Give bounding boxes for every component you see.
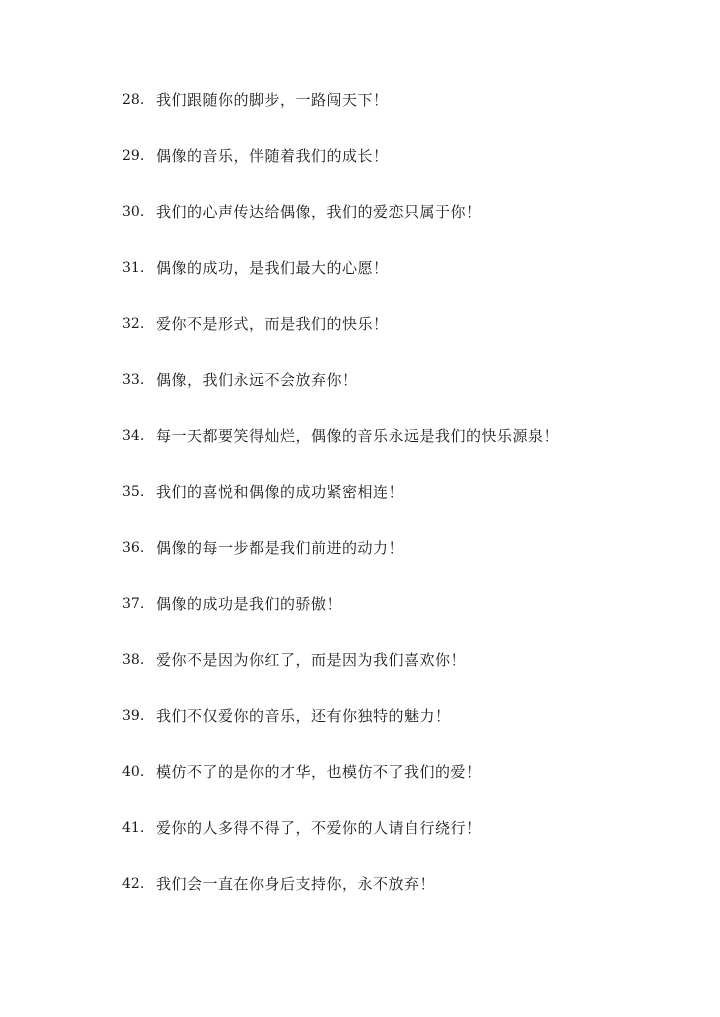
item-text: 偶像的成功是我们的骄傲！ (156, 595, 343, 613)
item-number: 30. (122, 204, 145, 220)
list-item (122, 534, 682, 590)
list-item (122, 814, 682, 870)
item-text: 偶像的每一步都是我们前进的动力！ (156, 539, 405, 557)
list-item (122, 478, 682, 534)
item-text: 模仿不了的是你的才华，也模仿不了我们的爱！ (156, 763, 482, 781)
list-item (122, 422, 682, 478)
item-number: 33. (122, 372, 145, 388)
item-number: 32. (122, 316, 145, 332)
item-number: 28. (122, 92, 145, 108)
item-number: 31. (122, 260, 145, 276)
list-item (122, 142, 682, 198)
item-number: 37. (122, 596, 145, 612)
item-number: 36. (122, 540, 145, 556)
item-text: 偶像的成功，是我们最大的心愿！ (156, 259, 389, 277)
item-text: 我们的心声传达给偶像，我们的爱恋只属于你！ (156, 203, 482, 221)
list-item (122, 758, 682, 814)
list-item (122, 198, 682, 254)
list-item (122, 86, 682, 142)
list-item (122, 254, 682, 310)
item-number: 38. (122, 652, 145, 668)
list-item (122, 646, 682, 702)
list-item (122, 310, 682, 366)
item-text: 偶像，我们永远不会放弃你！ (156, 371, 358, 389)
item-text: 我们的喜悦和偶像的成功紧密相连！ (156, 483, 405, 501)
item-number: 34. (122, 428, 145, 444)
item-number: 29. (122, 148, 145, 164)
slogan-list (122, 86, 682, 926)
item-text: 每一天都要笑得灿烂，偶像的音乐永远是我们的快乐源泉！ (156, 427, 560, 445)
list-item (122, 870, 682, 926)
item-number: 39. (122, 708, 145, 724)
item-number: 41. (122, 820, 145, 836)
item-text: 我们不仅爱你的音乐，还有你独特的魅力！ (156, 707, 451, 725)
item-text: 我们会一直在你身后支持你，永不放弃！ (156, 875, 436, 893)
item-text: 爱你的人多得不得了，不爱你的人请自行绕行！ (156, 819, 482, 837)
item-text: 爱你不是因为你红了，而是因为我们喜欢你！ (156, 651, 467, 669)
item-number: 42. (122, 876, 145, 892)
item-text: 偶像的音乐，伴随着我们的成长！ (156, 147, 389, 165)
item-number: 35. (122, 484, 145, 500)
item-text: 爱你不是形式，而是我们的快乐！ (156, 315, 389, 333)
list-item (122, 366, 682, 422)
item-text: 我们跟随你的脚步，一路闯天下！ (156, 91, 389, 109)
list-item (122, 590, 682, 646)
item-number: 40. (122, 764, 145, 780)
list-item (122, 702, 682, 758)
